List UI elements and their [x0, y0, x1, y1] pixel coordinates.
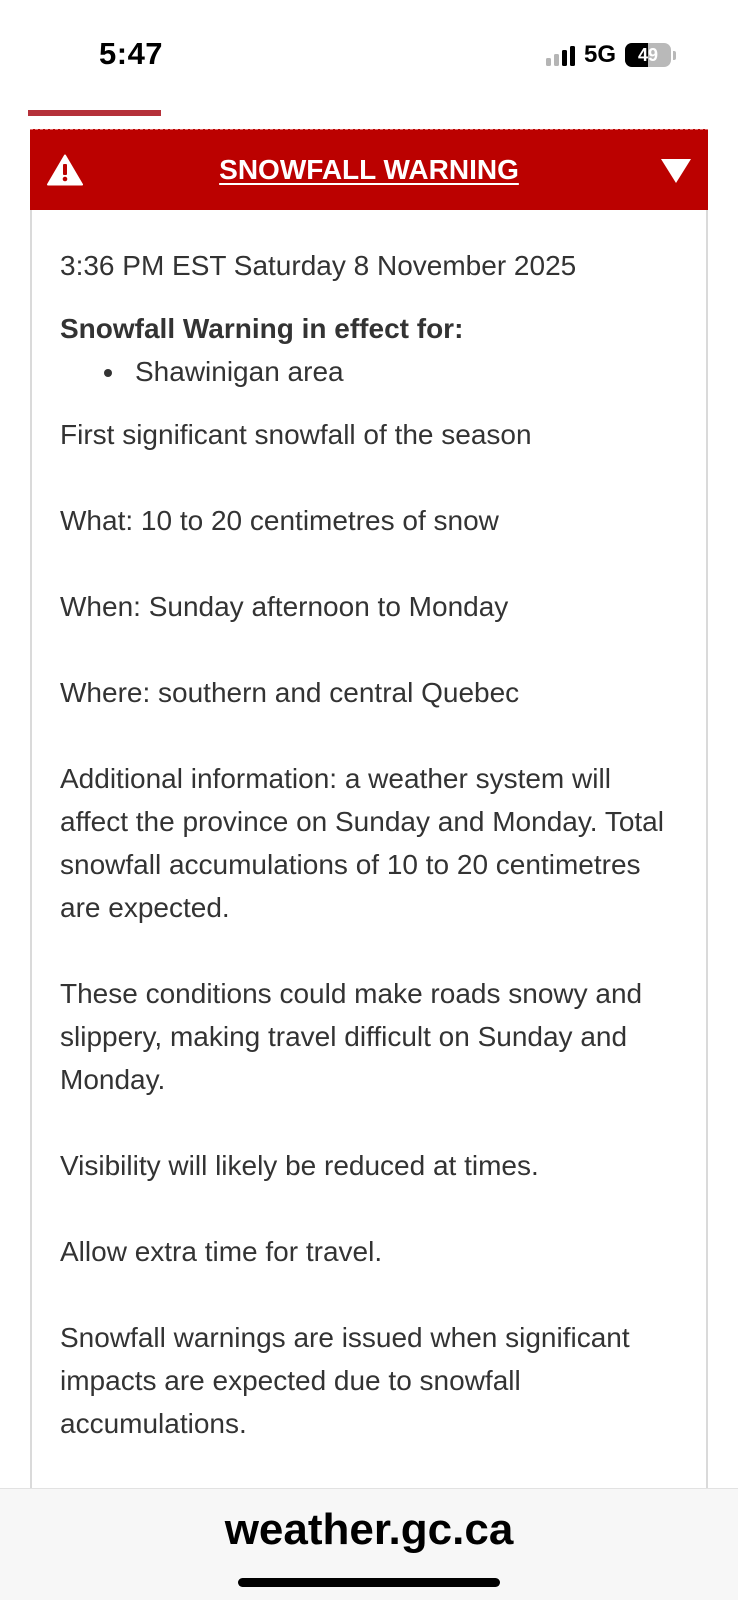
alert-title[interactable]: SNOWFALL WARNING	[219, 154, 519, 185]
chevron-down-icon[interactable]	[660, 158, 692, 184]
when-text: When: Sunday afternoon to Monday	[60, 591, 509, 622]
visibility-text: Visibility will likely be reduced at times.	[60, 1150, 539, 1181]
network-type: 5G	[583, 41, 616, 68]
tab-indicator	[28, 110, 161, 116]
travel-advice-text: Allow extra time for travel.	[60, 1236, 383, 1267]
area-list	[104, 350, 706, 393]
site-url[interactable]: weather.gc.ca	[224, 1505, 514, 1554]
conditions-text: These conditions could make roads snowy and slippery, making travel difficult on Sunday and Monday.	[60, 978, 643, 1095]
alert-banner[interactable]	[30, 129, 708, 210]
status-time: 5:47	[99, 36, 164, 71]
area-item: Shawinigan area	[104, 350, 706, 393]
home-indicator[interactable]	[238, 1578, 500, 1587]
effect-heading: Snowfall Warning in effect for:	[60, 313, 464, 344]
battery-percent: 49	[637, 44, 659, 65]
additional-info-text: Additional information: a weather system will affect the province on Sunday and Monday. Total snowfall accumulations of 10 to 20 centimetres are expected.	[60, 763, 664, 923]
status-bar	[0, 0, 738, 108]
cellular-signal-icon	[546, 44, 575, 66]
battery-tip	[673, 51, 676, 60]
browser-address-bar[interactable]	[0, 1488, 738, 1600]
summary-text: First significant snowfall of the season	[60, 419, 532, 450]
battery-icon	[625, 43, 671, 67]
warning-criteria-text: Snowfall warnings are issued when significant impacts are expected due to snowfall accumulations.	[60, 1322, 630, 1439]
alert-body	[30, 210, 708, 1490]
issued-timestamp: 3:36 PM EST Saturday 8 November 2025	[60, 250, 577, 281]
where-text: Where: southern and central Quebec	[60, 677, 520, 708]
what-text: What: 10 to 20 centimetres of snow	[60, 505, 499, 536]
status-indicators	[546, 40, 676, 70]
